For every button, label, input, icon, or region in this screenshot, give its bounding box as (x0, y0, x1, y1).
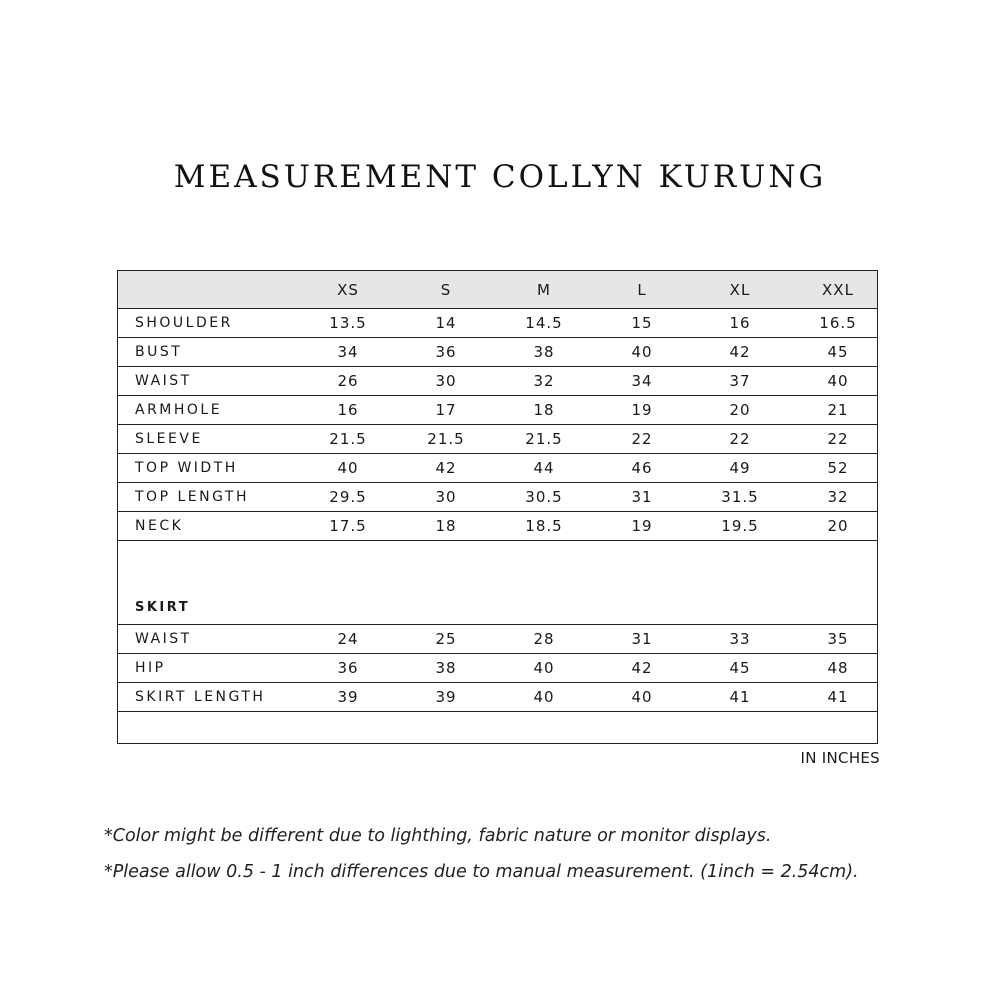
table-row-neck (118, 512, 877, 541)
table-row-hip (118, 654, 877, 683)
table-cell: 38 (435, 659, 457, 677)
table-cell: 28 (533, 630, 555, 648)
table-cell: 17 (435, 401, 457, 419)
row-label: SHOULDER (135, 315, 233, 331)
table-empty-row (118, 712, 877, 742)
table-cell: 31.5 (721, 488, 759, 506)
table-cell: 18 (435, 517, 457, 535)
table-cell: 52 (827, 459, 849, 477)
table-cell: 24 (337, 630, 359, 648)
table-cell: 29.5 (329, 488, 367, 506)
table-cell: 19 (631, 517, 653, 535)
table-cell: 40 (533, 688, 555, 706)
table-cell: 40 (533, 659, 555, 677)
table-cell: 45 (827, 343, 849, 361)
table-row-skirt-waist (118, 625, 877, 654)
row-label: NECK (135, 518, 184, 534)
table-cell: 44 (533, 459, 555, 477)
table-row-top-length (118, 483, 877, 512)
table-cell: 15 (631, 314, 653, 332)
row-label: BUST (135, 344, 183, 360)
row-label: SKIRT LENGTH (135, 689, 266, 705)
table-cell: 18 (533, 401, 555, 419)
table-cell: 45 (729, 659, 751, 677)
skirt-section-spacer (118, 541, 877, 625)
page-title: MEASUREMENT COLLYN KURUNG (173, 158, 827, 195)
size-header-xs: XS (337, 280, 359, 299)
table-cell: 17.5 (329, 517, 367, 535)
size-header-l: L (637, 280, 647, 299)
table-row-top-width (118, 454, 877, 483)
table-cell: 16 (729, 314, 751, 332)
table-cell: 40 (631, 688, 653, 706)
table-row-armhole (118, 396, 877, 425)
table-cell: 21 (827, 401, 849, 419)
table-cell: 18.5 (525, 517, 563, 535)
table-cell: 41 (729, 688, 751, 706)
row-label: HIP (135, 660, 166, 676)
table-cell: 14.5 (525, 314, 563, 332)
size-chart-table (117, 270, 878, 744)
skirt-section-label: SKIRT (135, 600, 191, 615)
table-cell: 48 (827, 659, 849, 677)
table-cell: 21.5 (525, 430, 563, 448)
table-cell: 32 (533, 372, 555, 390)
table-cell: 21.5 (427, 430, 465, 448)
table-cell: 20 (729, 401, 751, 419)
table-cell: 40 (631, 343, 653, 361)
table-cell: 26 (337, 372, 359, 390)
unit-note: IN INCHES (800, 749, 880, 767)
table-cell: 34 (631, 372, 653, 390)
row-label: WAIST (135, 631, 192, 647)
size-header-m: M (537, 280, 551, 299)
table-cell: 34 (337, 343, 359, 361)
table-cell: 36 (435, 343, 457, 361)
table-cell: 13.5 (329, 314, 367, 332)
row-label: TOP LENGTH (135, 489, 250, 505)
row-label: TOP WIDTH (135, 460, 238, 476)
table-cell: 33 (729, 630, 751, 648)
table-cell: 42 (631, 659, 653, 677)
table-cell: 25 (435, 630, 457, 648)
row-label: WAIST (135, 373, 192, 389)
table-cell: 40 (827, 372, 849, 390)
size-header-s: S (440, 280, 452, 299)
table-cell: 42 (729, 343, 751, 361)
table-cell: 22 (827, 430, 849, 448)
table-cell: 36 (337, 659, 359, 677)
size-header-xxl: XXL (822, 280, 854, 299)
table-cell: 20 (827, 517, 849, 535)
table-cell: 38 (533, 343, 555, 361)
table-cell: 46 (631, 459, 653, 477)
table-cell: 19.5 (721, 517, 759, 535)
table-cell: 32 (827, 488, 849, 506)
table-cell: 42 (435, 459, 457, 477)
table-cell: 30.5 (525, 488, 563, 506)
table-cell: 30 (435, 372, 457, 390)
table-row-waist (118, 367, 877, 396)
table-cell: 31 (631, 488, 653, 506)
size-header-row (118, 271, 877, 309)
table-cell: 22 (729, 430, 751, 448)
table-row-bust (118, 338, 877, 367)
row-label: SLEEVE (135, 431, 203, 447)
table-row-sleeve (118, 425, 877, 454)
table-cell: 14 (435, 314, 457, 332)
size-header-xl: XL (729, 280, 751, 299)
table-cell: 16.5 (819, 314, 857, 332)
table-cell: 40 (337, 459, 359, 477)
table-cell: 37 (729, 372, 751, 390)
table-cell: 31 (631, 630, 653, 648)
disclaimer-color: *Color might be different due to lighthing, fabric nature or monitor displays. (104, 826, 772, 846)
table-row-shoulder (118, 309, 877, 338)
table-row-skirt-length (118, 683, 877, 712)
table-cell: 49 (729, 459, 751, 477)
table-cell: 16 (337, 401, 359, 419)
table-cell: 21.5 (329, 430, 367, 448)
table-cell: 30 (435, 488, 457, 506)
row-label: ARMHOLE (135, 402, 223, 418)
table-cell: 19 (631, 401, 653, 419)
table-cell: 39 (337, 688, 359, 706)
table-cell: 22 (631, 430, 653, 448)
table-cell: 39 (435, 688, 457, 706)
table-cell: 41 (827, 688, 849, 706)
table-cell: 35 (827, 630, 849, 648)
disclaimer-measurement: *Please allow 0.5 - 1 inch differences due to manual measurement. (1inch = 2.54cm). (104, 862, 859, 882)
